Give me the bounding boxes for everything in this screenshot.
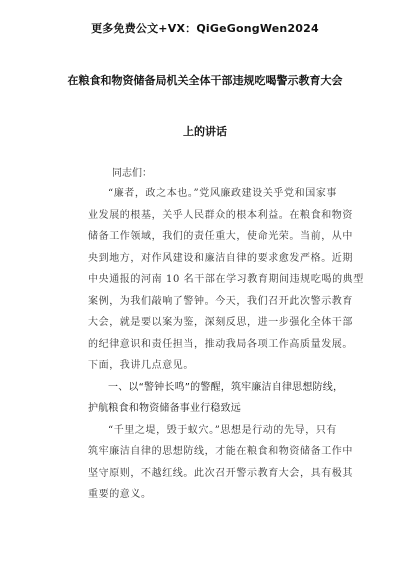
section-heading-continued: 护航粮食和物资储备事业行稳致远 [88,403,241,414]
body-line: “千里之堤，毁于蚁穴。”思想是行动的先导，只有 [108,424,338,436]
body-line: 案例，为我们敲响了警钟。今天，我们召开此次警示教育 [88,295,353,307]
document-title: 在粮食和物资储备局机关全体干部违规吃喝警示教育大会 [67,74,343,87]
body-line: 筑牢廉洁自律的思想防线，才能在粮食和物资储备工作中 [88,446,353,457]
body-line: 储备工作领域，我们的责任重大，使命光荣。当前，从中 [88,231,353,242]
body-line: 坚守原则，不越红线。此次召开警示教育大会，具有极其 [88,467,353,479]
document-title-continued: 上的讲话 [183,125,227,138]
body-line: 重要的意义。 [88,489,152,500]
section-heading: 一、以“警钟长鸣”的警醒，筑牢廉洁自律思想防线， [108,381,344,393]
speech-body [88,187,364,510]
body-line: 的纪律意识和责任担当，推动我局各项工作高质量发展。 [88,338,353,350]
body-line: 大会，就是要以案为鉴，深刻反思，进一步强化全体干部 [88,317,353,328]
body-line: 业发展的根基，关乎人民群众的根本利益。在粮食和物资 [88,209,353,221]
salutation: 同志们： [112,168,152,179]
watermark-header: 更多免费公文+VX：QiGeGongWen2024 [91,22,319,35]
body-line: 央到地方，对作风建设和廉洁自律的要求愈发严格。近期 [88,252,353,264]
body-line: “廉者，政之本也。”党风廉政建设关乎党和国家事 [108,188,338,199]
body-line: 下面，我讲几点意见。 [88,360,194,371]
body-line: 中央通报的河南 10 名干部在学习教育期间违规吃喝的典型 [88,274,364,285]
